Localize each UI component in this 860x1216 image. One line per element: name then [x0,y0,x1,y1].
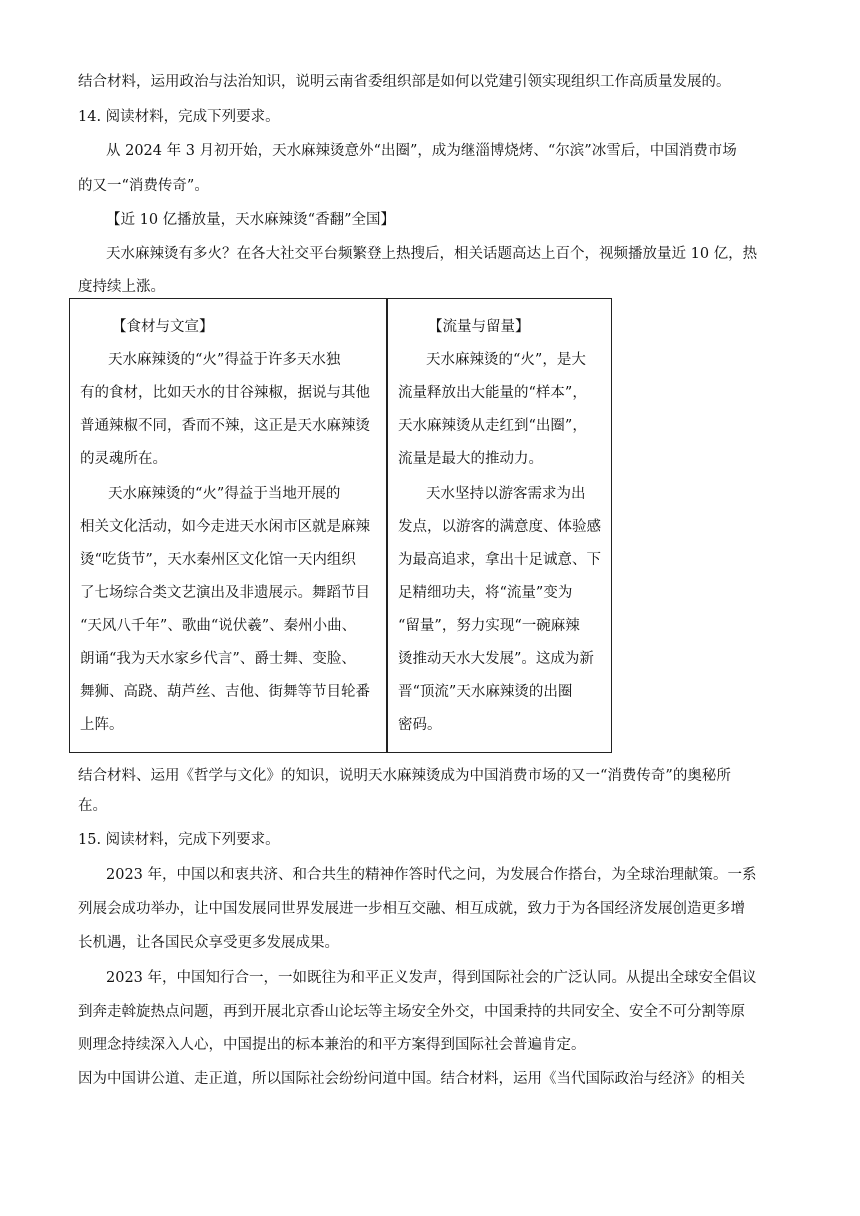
table-divider [386,299,388,752]
right-column-line: 天水麻辣烫的“火”，是大 [426,352,586,368]
q14-subtitle: 【近 10 亿播放量，天水麻辣烫“香翻”全国】 [106,212,395,228]
q15-paragraph-2-line-3: 则理念持续深入人心，中国提出的标本兼治的和平方案得到国际社会普遍肯定。 [78,1037,586,1053]
q15-paragraph-1-line-2: 列展会成功举办，让中国发展同世界发展进一步相互交融、相互成就，致力于为各国经济发展创造更多增 [78,901,745,917]
q15-paragraph-2-line-2: 到奔走斡旋热点问题，再到开展北京香山论坛等主场安全外交，中国秉持的共同安全、安全不可分割等原 [78,1004,745,1020]
right-column-line: “留量”，努力实现“一碗麻辣 [398,618,580,634]
q15-paragraph-1-line-3: 长机遇，让各国民众享受更多发展成果。 [78,935,339,951]
left-column-line: 朗诵“我为天水家乡代言”、爵士舞、变脸、 [80,651,356,667]
left-column-line: 有的食材，比如天水的甘谷辣椒，据说与其他 [80,385,370,401]
question-intro-line: 结合材料，运用政治与法治知识，说明云南省委组织部是如何以党建引领实现组织工作高质量发展的。 [78,74,731,90]
left-column-line: 舞狮、高跷、葫芦丝、吉他、街舞等节目轮番 [80,684,370,700]
q14-paragraph-1-line-1: 从 2024 年 3 月初开始，天水麻辣烫意外“出圈”，成为继淄博烧烤、“尔滨”冰雪后，中国消费市场 [106,143,737,159]
right-column-heading: 【流量与留量】 [428,319,530,335]
q14-paragraph-2-line-2: 度持续上涨。 [78,279,165,295]
right-column-line: 晋“顶流”天水麻辣烫的出圈 [398,684,573,700]
right-column-line: 天水麻辣烫从走红到“出圈”， [398,418,587,434]
left-column-line: 上阵。 [80,717,124,733]
left-column-line: 天水麻辣烫的“火”得益于许多天水独 [108,352,341,368]
left-column-line: 天水麻辣烫的“火”得益于当地开展的 [108,486,341,502]
left-column-line: 的灵魂所在。 [80,451,167,467]
left-column-heading: 【食材与文宣】 [112,319,214,335]
right-column-line: 发点，以游客的满意度、体验感 [398,519,601,535]
q14-requirement-line-2: 在。 [78,798,107,814]
right-column-line: 烫推动天水大发展”。这成为新 [398,651,594,667]
q14-paragraph-1-line-2: 的又一“消费传奇”。 [78,178,209,194]
question-15-title: 15. 阅读材料，完成下列要求。 [78,832,280,848]
right-column-line: 天水坚持以游客需求为出 [426,486,586,502]
left-column-line: 烫“吃货节”，天水秦州区文化馆一天内组织 [80,552,356,568]
q15-paragraph-3-line-1: 因为中国讲公道、走正道，所以国际社会纷纷问道中国。结合材料，运用《当代国际政治与经济》的相关 [78,1071,745,1087]
right-column-line: 流量是最大的推动力。 [398,451,543,467]
right-column-line: 足精细功夫，将“流量”变为 [398,585,573,601]
q15-paragraph-2-line-1: 2023 年，中国知行合一，一如既往为和平正义发声，得到国际社会的广泛认同。从提出全球安全倡议 [106,970,757,986]
left-column-line: 普通辣椒不同，香而不辣，这正是天水麻辣烫 [80,418,370,434]
material-table [69,298,612,753]
right-column-line: 密码。 [398,717,442,733]
right-column-line: 流量释放出大能量的“样本”， [398,385,587,401]
q14-requirement-line-1: 结合材料、运用《哲学与文化》的知识，说明天水麻辣烫成为中国消费市场的又一“消费传奇”的奥秘所 [78,768,731,784]
left-column-line: 相关文化活动，如今走进天水闲市区就是麻辣 [80,519,370,535]
q15-paragraph-1-line-1: 2023 年，中国以和衷共济、和合共生的精神作答时代之问，为发展合作搭台，为全球治理献策。一系 [106,867,757,883]
left-column-line: “天风八千年”、歌曲“说伏羲”、秦州小曲、 [80,618,357,634]
left-column-line: 了七场综合类文艺演出及非遗展示。舞蹈节目 [80,585,370,601]
right-column-line: 为最高追求，拿出十足诚意、下 [398,552,601,568]
question-14-title: 14. 阅读材料，完成下列要求。 [78,109,280,125]
q14-paragraph-2-line-1: 天水麻辣烫有多火？在各大社交平台频繁登上热搜后，相关话题高达上百个，视频播放量近 10 亿，热 [106,246,758,262]
